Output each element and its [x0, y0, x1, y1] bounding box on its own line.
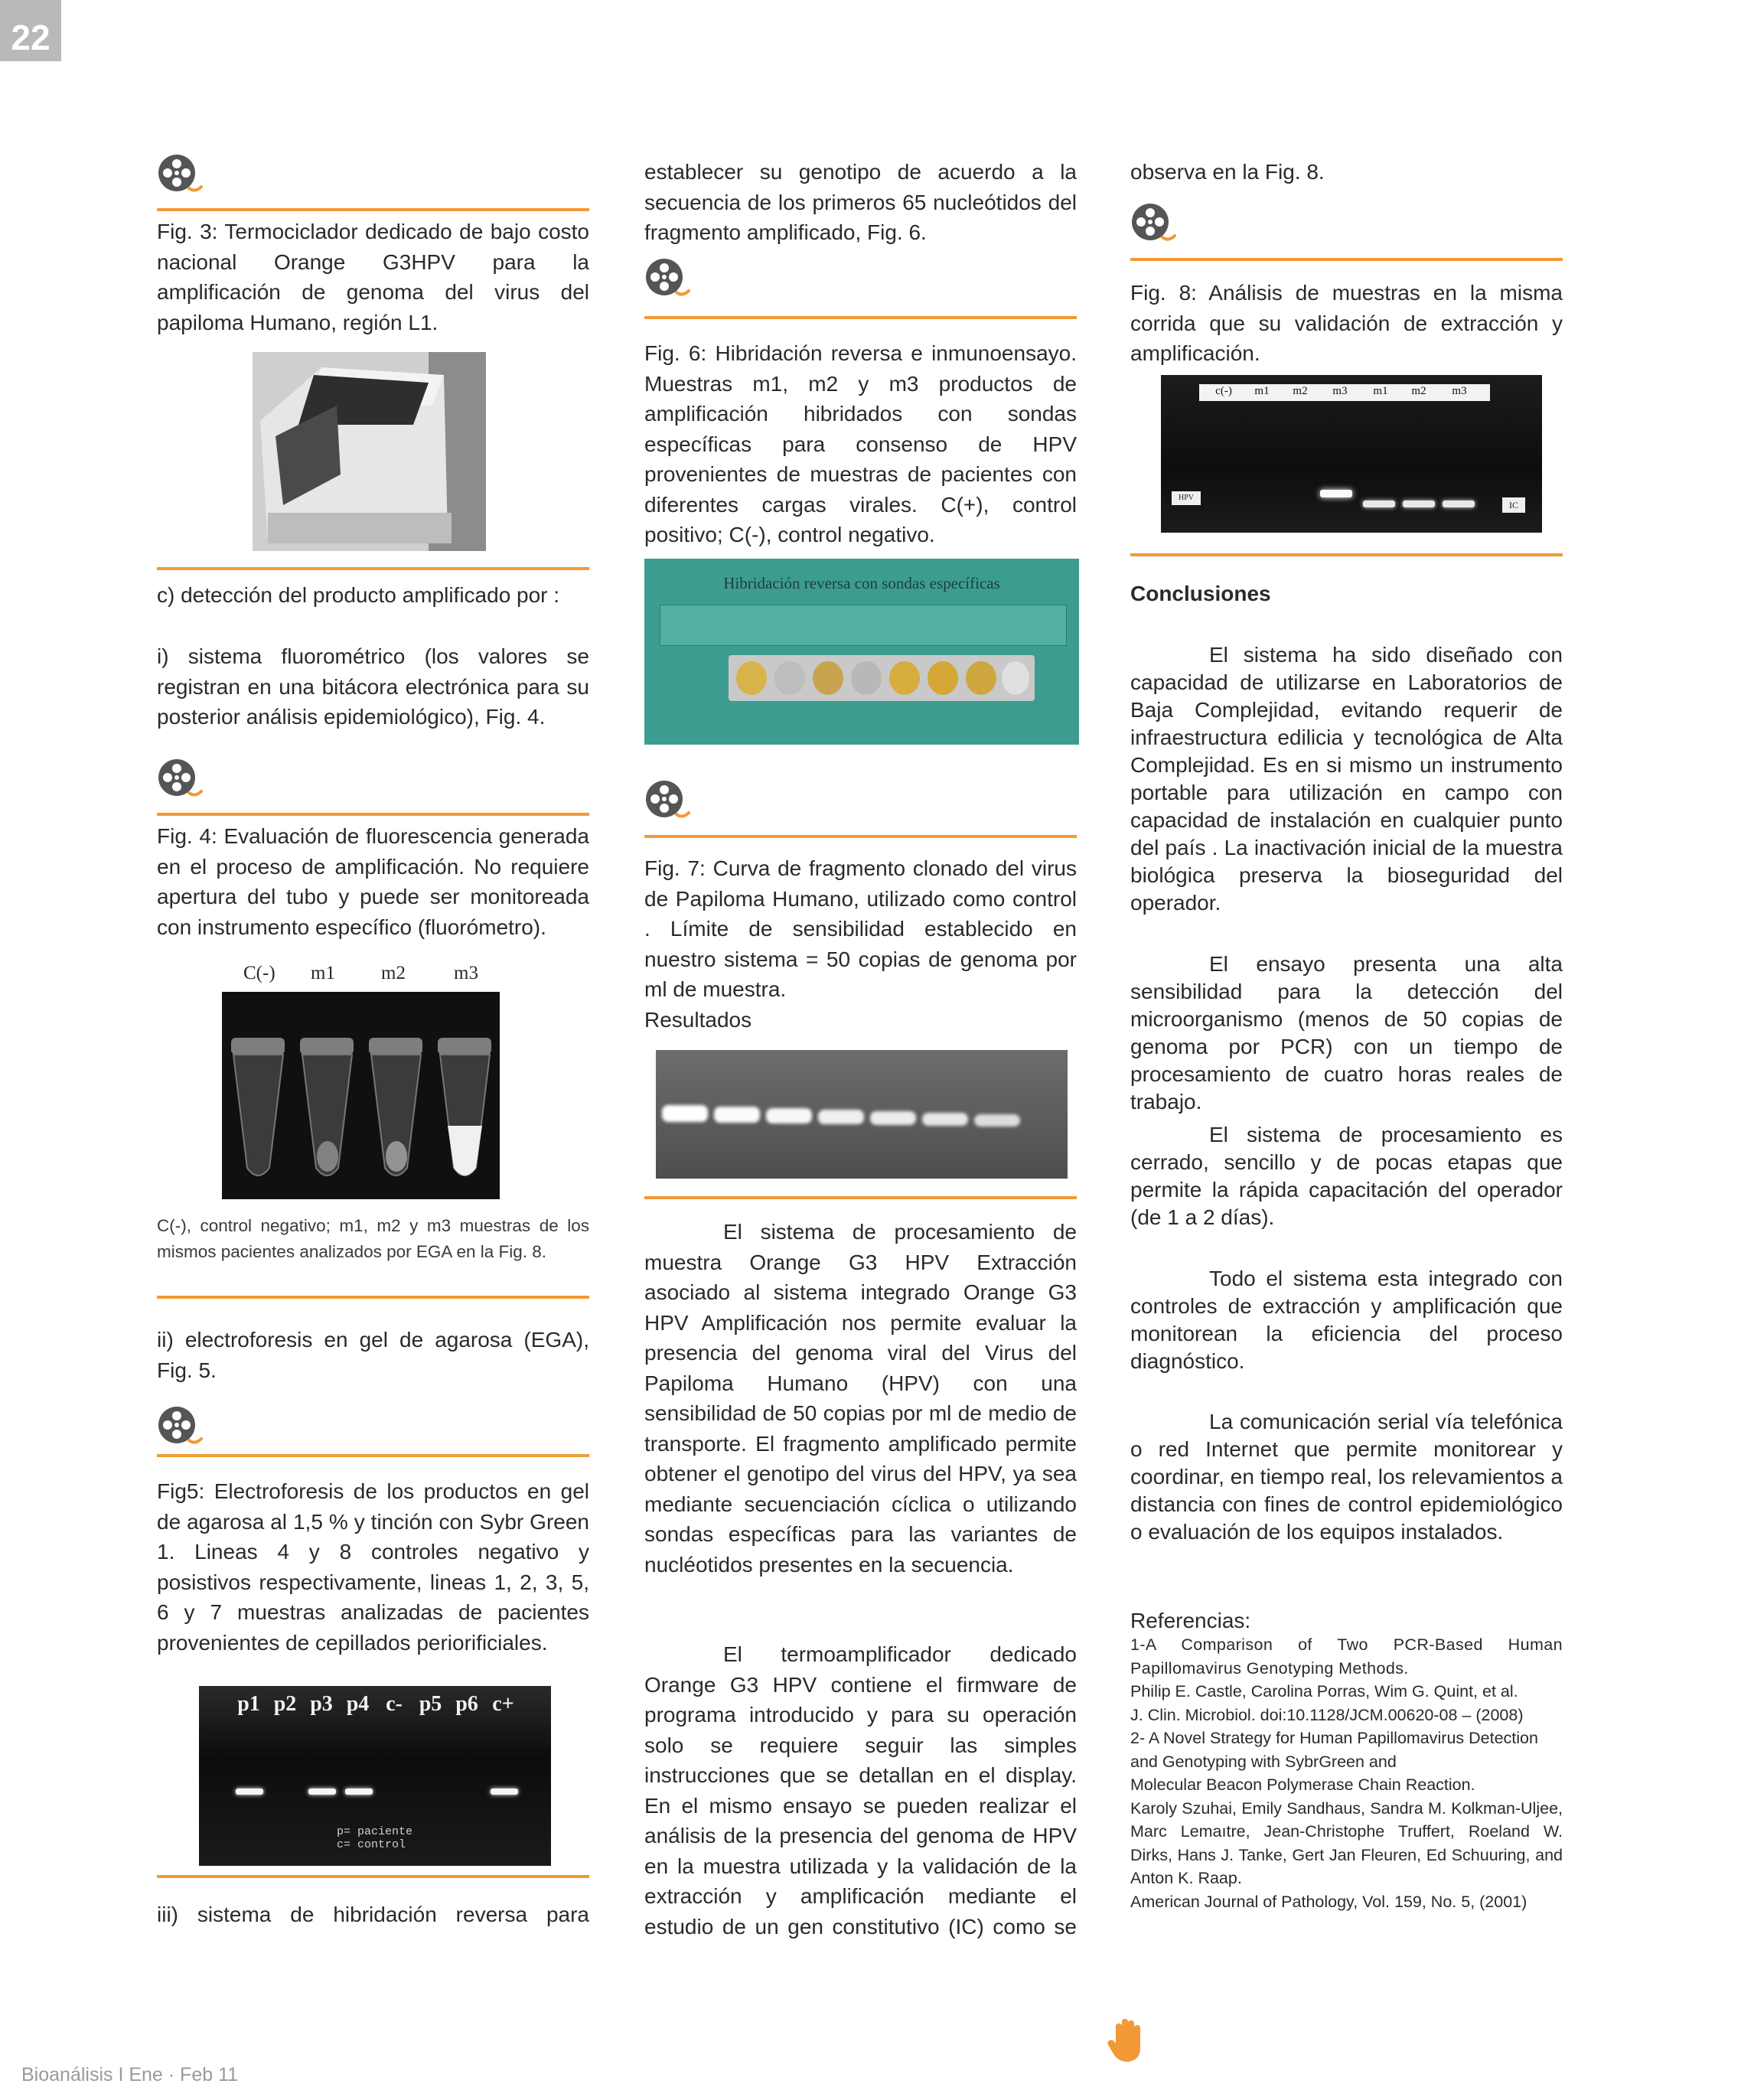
test-strip	[729, 655, 1035, 701]
col2-intro: establecer su genotipo de acuerdo a la secuencia de los primeros 65 nucleótidos del fragmento amplificado, Fig. 6.	[644, 160, 1077, 244]
para-processing-system: El sistema de procesamiento de muestra Orange G3 HPV Extracción asociado al sistema integrado Orange G3 HPV Amplificación nos permite evaluar la presencia del genoma viral del Virus del Papiloma Humano (HPV) con una sensibilidad de 50 copias por ml de medio de transporte. El fragmento amplificado permite obtener el genotipo del virus del HPV, ya sea mediante secuenciación cíclica o utilizando sondas específicas para las variantes de nucléotidos presentes en la secuencia.	[644, 1220, 1077, 1577]
gel-lane-label: c+	[492, 1692, 514, 1716]
hand-icon	[1107, 2017, 1146, 2063]
gel-lane-labels	[199, 1686, 551, 1732]
divider	[157, 567, 589, 570]
gel-band	[870, 1111, 916, 1125]
tube-label: m1	[311, 963, 335, 983]
tube-label: m2	[381, 963, 406, 983]
divider	[1130, 258, 1563, 261]
gel-band-hpv	[1320, 490, 1352, 497]
thermocycler-photo	[253, 352, 486, 551]
divider	[1130, 553, 1563, 556]
fig7-caption: Fig. 7: Curva de fragmento clonado del virus de Papiloma Humano, utilizado como control . Límite de sensibilidad establecido en nuestro sistema = 50 copias de genoma por ml de muestra.	[644, 856, 1077, 1001]
fig6-hybridization-image	[644, 559, 1079, 745]
tube-label: m3	[454, 963, 478, 983]
gel-band-ic	[1363, 501, 1395, 507]
item-i-fluorometric: i) sistema fluorométrico (los valores se registran en una bitácora electrónica para su posterior análisis epidemiológico), Fig. 4.	[157, 644, 589, 729]
gel-band	[974, 1114, 1020, 1127]
gel-band	[922, 1113, 968, 1126]
col3-intro: observa en la Fig. 8.	[1130, 160, 1325, 184]
reference-line: American Journal of Pathology, Vol. 159, No. 5, (2001)	[1130, 1892, 1527, 1911]
gel-legend	[337, 1825, 412, 1851]
fig5-caption: Fig5: Electroforesis de los productos en gel de agarosa al 1,5 % y tinción con Sybr Green 1. Lineas 4 y 8 controles negativo y posistivos respectivamente, lineas 1, 2, 3, 5, 6 y 7 muestras analizadas de pacientes provenientes de cepillados periorificiales.	[157, 1479, 589, 1655]
gel-band	[236, 1789, 263, 1795]
reference-line: 1-A Comparison of Two PCR-Based Human Papillomavirus Genotyping Methods.	[1130, 1635, 1563, 1678]
fig8-caption: Fig. 8: Análisis de muestras en la misma corrida que su validación de extracción y amplificación.	[1130, 281, 1563, 365]
divider	[157, 1296, 589, 1299]
reference-line: J. Clin. Microbiol. doi:10.1128/JCM.00620-08 – (2008)	[1130, 1705, 1524, 1724]
gel-lane-label: p3	[310, 1692, 333, 1716]
fig4-caption: Fig. 4: Evaluación de fluorescencia generada en el proceso de amplificación. No requiere apertura del tubo y puede ser monitoreada con instrumento específico (fluorómetro).	[157, 824, 589, 939]
para-thermoamplifier: El termoamplificador dedicado Orange G3 HPV contiene el firmware de programa introducido y para su operación solo se requiere seguir las simples instrucciones que se detallan en el display. En el mismo ensayo se pueden realizar el análisis de la presencia del genoma de HPV en la muestra utilizada y la validación de la extracción y amplificación mediante el estudio de un gen constitutivo (IC) como se	[644, 1642, 1077, 1939]
gel-band	[308, 1789, 336, 1795]
conclusion-5: La comunicación serial vía telefónica o red Internet que permite monitorear y coordinar, en tiempo real, los relevamientos a distancia con fines de control epidemiológico o evaluación de los equipos instalados.	[1130, 1410, 1563, 1544]
gel-lane-label: p5	[419, 1692, 442, 1716]
gel-lane-label: p1	[237, 1692, 260, 1716]
reference-line: 2- A Novel Strategy for Human Papillomavirus Detection and Genotyping with SybrGreen and	[1130, 1729, 1538, 1771]
references-heading: Referencias:	[1130, 1609, 1251, 1632]
gel-band	[491, 1789, 518, 1795]
divider	[157, 1454, 589, 1457]
gel-band	[766, 1108, 812, 1123]
conclusions-heading: Conclusiones	[1130, 582, 1271, 605]
conclusion-3: El sistema de procesamiento es cerrado, sencillo y de pocas etapas que permite la rápida capacitación del operador (de 1 a 2 días).	[1130, 1123, 1563, 1229]
film-reel-icon	[644, 779, 690, 825]
gel-lane-label: c(-)	[1215, 385, 1232, 397]
results-label: Resultados	[644, 1008, 752, 1032]
divider	[157, 1875, 589, 1878]
fig8-gel-image	[1161, 375, 1542, 533]
divider	[644, 316, 1077, 319]
item-ii-electrophoresis: ii) electroforesis en gel de agarosa (EGA), Fig. 5.	[157, 1328, 589, 1382]
fig3-caption: Fig. 3: Termociclador dedicado de bajo costo nacional Orange G3HPV para la amplificación de genoma del virus del papiloma Humano, región L1.	[157, 220, 589, 334]
item-iii-hybridization: iii) sistema de hibridación reversa para	[157, 1903, 589, 1926]
gel-lane-label: p4	[346, 1692, 370, 1716]
gel-lane-label: p6	[455, 1692, 478, 1716]
reference-line: Philip E. Castle, Carolina Porras, Wim G. Quint, et al.	[1130, 1682, 1518, 1701]
divider	[157, 208, 589, 211]
gel-lane-label: m1	[1373, 385, 1388, 397]
legend-line: p= paciente	[337, 1825, 413, 1838]
gel-lane-label: m2	[1293, 385, 1308, 397]
gel-lane-label: m3	[1332, 385, 1348, 397]
fig7-gel-image	[656, 1050, 1068, 1179]
conclusion-2: El ensayo presenta una alta sensibilidad para la detección del microorganismo (menos de 50 copias de genoma por PCR) con un tiempo de procesamiento de cuatro horas reales de trabajo.	[1130, 952, 1563, 1114]
footer-issue: Bioanálisis I Ene · Feb 11	[21, 2064, 239, 2085]
fig4-note: C(-), control negativo; m1, m2 y m3 muestras de los mismos pacientes analizados por EGA en la Fig. 8.	[157, 1216, 589, 1261]
divider	[644, 1196, 1077, 1199]
reference-line: Karoly Szuhai, Emily Sandhaus, Sandra M. Kolkman-Uljee, Marc Lemaıtre, Jean-Christophe Truffert, Roeland W. Dirks, Hans J. Tanke, Gert Jan Fleuren, Ed Schuuring, and Anton K. Raap.	[1130, 1798, 1563, 1887]
gel-lane-labels	[1199, 384, 1490, 401]
fig6-title: Hibridación reversa con sondas específicas	[723, 574, 1000, 592]
gel-lane-label: c-	[386, 1692, 403, 1716]
film-reel-icon	[157, 758, 203, 804]
reference-line: Molecular Beacon Polymerase Chain Reaction.	[1130, 1776, 1475, 1794]
divider	[157, 813, 589, 816]
detection-heading: c) detección del producto amplificado por :	[157, 583, 560, 607]
gel-band-ic	[1403, 501, 1435, 507]
page-number: 22	[0, 0, 61, 61]
gel-band-ic	[1443, 501, 1475, 507]
film-reel-icon	[1130, 202, 1176, 248]
fig6-caption: Fig. 6: Hibridación reversa e inmunoensayo. Muestras m1, m2 y m3 productos de amplificación hibridados con sondas específicas para consenso de HPV provenientes de muestras de pacientes con diferentes cargas virales. C(+), control positivo; C(-), control negativo.	[644, 341, 1077, 546]
gel-band	[662, 1105, 708, 1122]
gel-lane-label: m2	[1411, 385, 1426, 397]
fig4-labels	[243, 963, 504, 989]
film-reel-icon	[157, 1405, 203, 1451]
gel-band	[714, 1107, 760, 1123]
film-reel-icon	[157, 153, 203, 199]
fig5-gel-image	[199, 1686, 551, 1866]
gel-lane-label: m1	[1254, 385, 1270, 397]
gel-band	[818, 1110, 864, 1124]
strip-table	[660, 605, 1067, 646]
film-reel-icon	[644, 257, 690, 303]
legend-line: c= control	[337, 1838, 406, 1851]
gel-lane-label: m3	[1452, 385, 1467, 397]
ic-label: IC	[1502, 497, 1525, 513]
fluorescence-tubes-photo	[222, 992, 500, 1199]
references-list	[1130, 1633, 1563, 1913]
conclusion-4: Todo el sistema esta integrado con controles de extracción y amplificación que monitorean la eficiencia del proceso diagnóstico.	[1130, 1267, 1563, 1373]
tube-label: C(-)	[243, 963, 275, 983]
gel-lane-label: p2	[273, 1692, 297, 1716]
gel-band	[345, 1789, 373, 1795]
conclusion-1: El sistema ha sido diseñado con capacidad de utilizarse en Laboratorios de Baja Complejidad, evitando requerir de infraestructura edilicia y tecnológica de Alta Complejidad. Es en si mismo un instrumento portable para utilización en campo con capacidad de instalación en cualquier punto del país . La inactivación inicial de la muestra biológica preserva la bioseguridad del operador.	[1130, 643, 1563, 915]
hpv-label: HPV	[1172, 491, 1201, 505]
divider	[644, 835, 1077, 838]
